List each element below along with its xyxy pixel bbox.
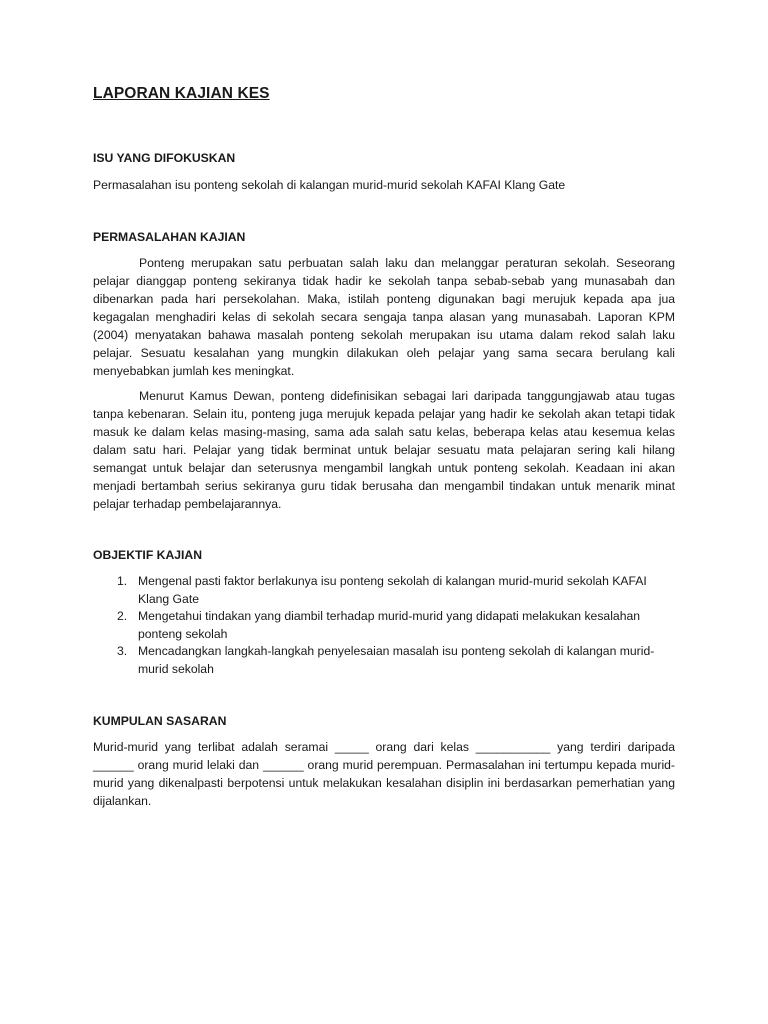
objectives-list — [93, 573, 675, 678]
objective-text: Mencadangkan langkah-langkah penyelesaian masalah isu ponteng sekolah di kalangan murid-murid sekolah — [138, 644, 655, 676]
objective-text: Mengetahui tindakan yang diambil terhadap murid-murid yang didapati melakukan kesalahan ponteng sekolah — [138, 609, 641, 641]
kumpulan-text: Murid-murid yang terlibat adalah seramai _____ orang dari kelas ___________ yang terdiri daripada ______ orang murid lelaki dan ______ orang murid perempuan. Permasalahan ini tertumpu kepada murid-murid yang dikenalpasti berpotensi untuk melakukan kesalahan disiplin ini berdasarkan pemerhatian yang dijalankan. — [93, 740, 675, 808]
section-heading-objektif: OBJEKTIF KAJIAN — [93, 548, 203, 562]
objective-number: 2. — [117, 609, 128, 623]
objective-number: 1. — [117, 574, 128, 588]
objective-number: 3. — [117, 644, 128, 658]
isu-text: Permasalahan isu ponteng sekolah di kalangan murid-murid sekolah KAFAI Klang Gate — [93, 178, 566, 192]
section-heading-kumpulan: KUMPULAN SASARAN — [93, 714, 227, 728]
permasalahan-paragraph-2: Menurut Kamus Dewan, ponteng didefinisikan sebagai lari daripada tanggungjawab atau tugas tanpa kebenaran. Selain itu, ponteng juga merujuk kepada pelajar yang hadir ke sekolah akan tetapi tidak masuk ke dalam kelas masing-masing, sama ada salah satu kelas, beberapa kelas atau kesemua kelas dalam satu hari. Pelajar yang tidak berminat untuk belajar sesuatu mata pelajaran sering kali hilang semangat untuk belajar dan seterusnya mengambil langkah untuk ponteng sekolah. Keadaan ini akan menjadi bertambah serius sekiranya guru tidak berusaha dan mengambil tindakan untuk menarik minat pelajar terhadap pembelajarannya. — [93, 389, 675, 511]
spacer — [93, 104, 675, 150]
objective-item — [93, 573, 675, 608]
section-heading-isu: ISU YANG DIFOKUSKAN — [93, 151, 236, 165]
objective-text: Mengenal pasti faktor berlakunya isu ponteng sekolah di kalangan murid-murid sekolah KAFAI Klang Gate — [138, 574, 647, 606]
objective-item — [93, 608, 675, 643]
document-title: LAPORAN KAJIAN KES — [93, 85, 270, 102]
section-heading-permasalahan: PERMASALAHAN KAJIAN — [93, 230, 246, 244]
objective-item — [93, 643, 675, 678]
permasalahan-paragraph-1: Ponteng merupakan satu perbuatan salah laku dan melanggar peraturan sekolah. Seseorang pelajar dianggap ponteng sekiranya tidak hadir ke sekolah tanpa sebab-sebab yang munasabah dan dibenarkan pada hari persekolahan. Maka, istilah ponteng digunakan bagi merujuk kepada apa jua kegagalan menghadiri kelas di sekolah secara sengaja tanpa alasan yang munasabah. Laporan KPM (2004) menyatakan bahawa masalah ponteng sekolah merupakan isu utama dalam rekod salah laku pelajar. Sesuatu kesalahan yang mungkin dilakukan oleh pelajar yang sama secara berulang kali menyebabkan jumlah kes meningkat. — [93, 256, 675, 378]
document-page — [93, 84, 675, 810]
